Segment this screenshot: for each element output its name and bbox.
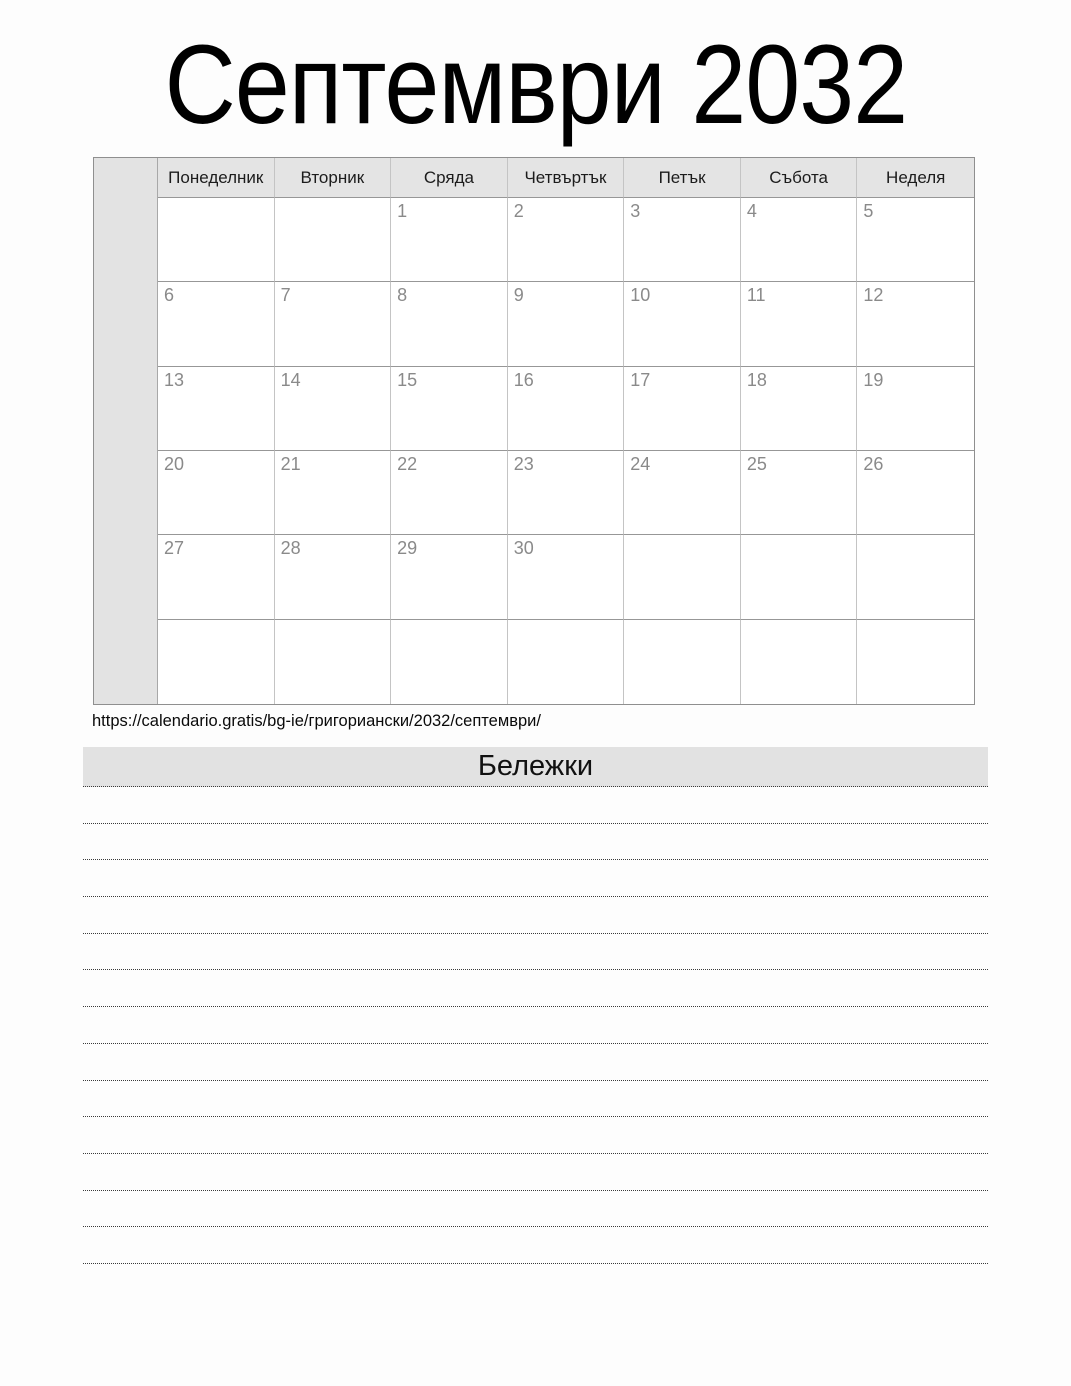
day-cell: 20 bbox=[158, 451, 275, 535]
day-cell: 3 bbox=[624, 198, 741, 282]
day-cell: 21 bbox=[275, 451, 392, 535]
day-cell: 16 bbox=[508, 367, 625, 451]
day-cell: 8 bbox=[391, 282, 508, 366]
notes-title: Бележки bbox=[83, 747, 988, 787]
day-cell: 24 bbox=[624, 451, 741, 535]
day-cell: 29 bbox=[391, 535, 508, 619]
notes-rule-line bbox=[83, 1044, 988, 1081]
day-cell bbox=[508, 620, 625, 704]
notes-rule-line bbox=[83, 1117, 988, 1154]
day-cell: 12 bbox=[857, 282, 974, 366]
day-cell bbox=[275, 198, 392, 282]
calendar-left-margin-strip bbox=[94, 158, 158, 704]
notes-rule-line bbox=[83, 1227, 988, 1264]
notes-rule-line bbox=[83, 787, 988, 824]
day-cell: 15 bbox=[391, 367, 508, 451]
day-cell bbox=[741, 535, 858, 619]
day-cell: 22 bbox=[391, 451, 508, 535]
day-cell: 10 bbox=[624, 282, 741, 366]
day-cell: 7 bbox=[275, 282, 392, 366]
day-cell: 18 bbox=[741, 367, 858, 451]
day-cell bbox=[624, 535, 741, 619]
day-cell bbox=[857, 535, 974, 619]
weekday-header-4: Четвъртък bbox=[508, 158, 625, 198]
weekday-header-2: Вторник bbox=[275, 158, 392, 198]
day-cell: 13 bbox=[158, 367, 275, 451]
weekday-header-5: Петък bbox=[624, 158, 741, 198]
notes-rule-line bbox=[83, 1007, 988, 1044]
day-cell: 19 bbox=[857, 367, 974, 451]
weekday-header-3: Сряда bbox=[391, 158, 508, 198]
day-cell: 26 bbox=[857, 451, 974, 535]
day-cell bbox=[391, 620, 508, 704]
day-cell: 23 bbox=[508, 451, 625, 535]
notes-lines bbox=[83, 787, 988, 1264]
weekday-header-7: Неделя bbox=[857, 158, 974, 198]
day-cell bbox=[741, 620, 858, 704]
day-cell: 9 bbox=[508, 282, 625, 366]
notes-section bbox=[83, 747, 988, 1264]
source-url: https://calendario.gratis/bg-ie/григориански/2032/септември/ bbox=[92, 712, 541, 730]
notes-rule-line bbox=[83, 824, 988, 861]
day-cell bbox=[624, 620, 741, 704]
notes-rule-line bbox=[83, 1081, 988, 1118]
day-cell: 30 bbox=[508, 535, 625, 619]
day-cell bbox=[158, 198, 275, 282]
day-cell: 14 bbox=[275, 367, 392, 451]
calendar-table bbox=[93, 157, 975, 705]
day-cell: 1 bbox=[391, 198, 508, 282]
notes-rule-line bbox=[83, 934, 988, 971]
day-cell: 5 bbox=[857, 198, 974, 282]
weekday-header-6: Събота bbox=[741, 158, 858, 198]
notes-rule-line bbox=[83, 1191, 988, 1228]
notes-rule-line bbox=[83, 897, 988, 934]
day-cell: 11 bbox=[741, 282, 858, 366]
notes-rule-line bbox=[83, 860, 988, 897]
day-cell bbox=[857, 620, 974, 704]
day-cell: 28 bbox=[275, 535, 392, 619]
day-cell bbox=[275, 620, 392, 704]
notes-rule-line bbox=[83, 1154, 988, 1191]
day-cell: 25 bbox=[741, 451, 858, 535]
day-cell: 2 bbox=[508, 198, 625, 282]
weekday-header-1: Понеделник bbox=[158, 158, 275, 198]
day-cell: 27 bbox=[158, 535, 275, 619]
day-cell: 17 bbox=[624, 367, 741, 451]
day-cell: 6 bbox=[158, 282, 275, 366]
day-cell: 4 bbox=[741, 198, 858, 282]
day-cell bbox=[158, 620, 275, 704]
page-title-text: Септември 2032 bbox=[164, 22, 907, 147]
notes-rule-line bbox=[83, 970, 988, 1007]
page-title bbox=[0, 20, 1071, 149]
